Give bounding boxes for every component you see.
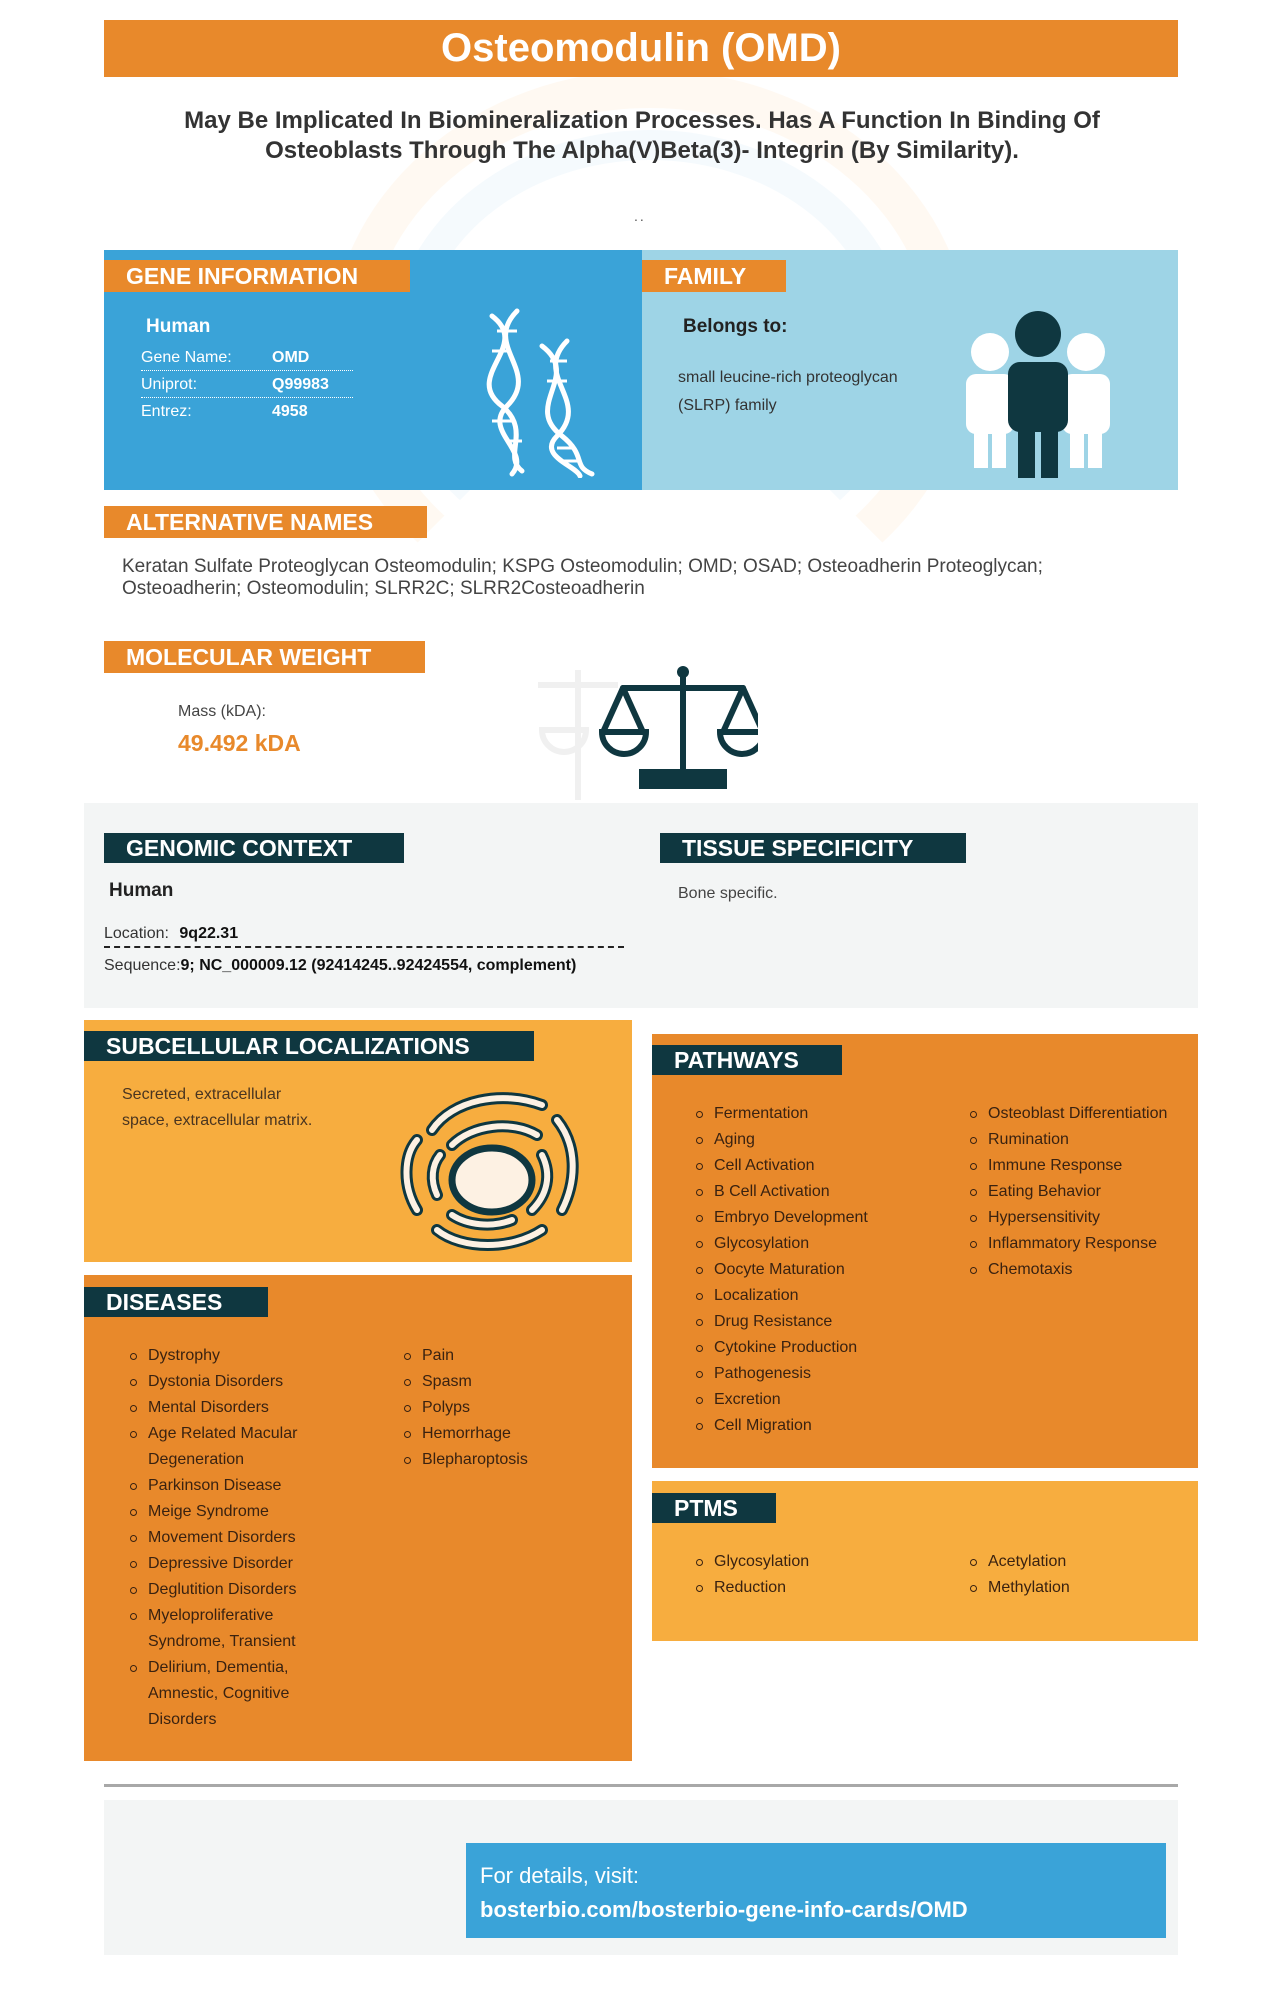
list-item: Depressive Disorder [128, 1551, 328, 1577]
ptms-list-right [968, 1549, 1168, 1601]
list-item: Mental Disorders [128, 1395, 328, 1421]
sequence-value: 9; NC_000009.12 (92414245..92424554, complement) [180, 957, 577, 974]
list-item: Dystonia Disorders [128, 1369, 328, 1395]
genomic-context-heading: GENOMIC CONTEXT [104, 833, 404, 863]
list-item: Glycosylation [694, 1549, 894, 1575]
footer-divider [104, 1784, 1178, 1787]
list-item: Cell Activation [694, 1153, 954, 1179]
subcellular-heading: SUBCELLULAR LOCALIZATIONS [84, 1031, 534, 1061]
pathways-list-left [694, 1101, 954, 1439]
list-item: Myeloproliferative Syndrome, Transient [128, 1603, 328, 1655]
uniprot-value: Q99983 [272, 376, 329, 393]
pathways-list-right [968, 1101, 1198, 1283]
list-item: Deglutition Disorders [128, 1577, 328, 1603]
list-item: Methylation [968, 1575, 1168, 1601]
dna-icon [462, 306, 612, 478]
list-item: Localization [694, 1283, 954, 1309]
uniprot-label: Uniprot: [141, 376, 198, 393]
page-subtitle: May Be Implicated In Biomineralization Processes. Has A Function In Binding Of Osteoblasts Through The Alpha(V)Beta(3)- Integrin (By Similarity). [184, 107, 1100, 164]
gene-name-value: OMD [272, 349, 310, 366]
list-item: Cell Migration [694, 1413, 954, 1439]
entrez-row [141, 398, 353, 425]
family-text: small leucine-rich proteoglycan (SLRP) family [678, 369, 898, 414]
list-item: Meige Syndrome [128, 1499, 328, 1525]
list-item: Aging [694, 1127, 954, 1153]
entrez-value: 4958 [272, 403, 308, 420]
molecular-weight-heading: MOLECULAR WEIGHT [104, 641, 425, 673]
list-item: Dystrophy [128, 1343, 328, 1369]
list-item: Pathogenesis [694, 1361, 954, 1387]
alternative-names-heading: ALTERNATIVE NAMES [104, 506, 427, 538]
list-item: Parkinson Disease [128, 1473, 328, 1499]
genomic-location [104, 920, 624, 948]
list-item: Spasm [402, 1369, 602, 1395]
diseases-heading: DISEASES [84, 1287, 268, 1317]
list-item: Eating Behavior [968, 1179, 1198, 1205]
list-item: Pain [402, 1343, 602, 1369]
list-item: Embryo Development [694, 1205, 954, 1231]
gene-name-row [141, 344, 353, 371]
list-item: Movement Disorders [128, 1525, 328, 1551]
diseases-list-left [128, 1343, 328, 1733]
entrez-label: Entrez: [141, 403, 192, 420]
list-item: Reduction [694, 1575, 894, 1601]
list-item: Hemorrhage [402, 1421, 602, 1447]
location-label: Location: [104, 925, 169, 942]
list-item: Polyps [402, 1395, 602, 1421]
list-item: Immune Response [968, 1153, 1198, 1179]
list-item: Inflammatory Response [968, 1231, 1198, 1257]
tissue-specificity-heading: TISSUE SPECIFICITY [660, 833, 966, 863]
balance-scale-icon [538, 660, 758, 810]
list-item: Drug Resistance [694, 1309, 954, 1335]
list-item: Chemotaxis [968, 1257, 1198, 1283]
gene-species: Human [146, 316, 211, 337]
ptms-list-left [694, 1549, 894, 1601]
cell-icon [392, 1060, 592, 1260]
list-item: Glycosylation [694, 1231, 954, 1257]
list-item: Excretion [694, 1387, 954, 1413]
tissue-specificity-text: Bone specific. [678, 885, 778, 902]
list-item: Age Related Macular Degeneration [128, 1421, 328, 1473]
gene-name-label: Gene Name: [141, 349, 232, 366]
list-item: Blepharoptosis [402, 1447, 602, 1473]
list-item: Acetylation [968, 1549, 1168, 1575]
list-item: Cytokine Production [694, 1335, 954, 1361]
ptms-heading: PTMS [652, 1493, 776, 1523]
details-link[interactable]: bosterbio.com/bosterbio-gene-info-cards/OMD [480, 1897, 968, 1922]
subcellular-text: Secreted, extracellular space, extracellular matrix. [122, 1086, 313, 1129]
genomic-species: Human [109, 880, 174, 901]
uniprot-row [141, 371, 353, 398]
mass-value: 49.492 kDA [178, 730, 301, 756]
list-item: Hypersensitivity [968, 1205, 1198, 1231]
family-heading: FAMILY [642, 260, 786, 292]
pathways-heading: PATHWAYS [652, 1045, 842, 1075]
genomic-sequence [104, 953, 644, 979]
diseases-list-right [402, 1343, 602, 1473]
family-belongs-label: Belongs to: [683, 316, 788, 337]
list-item: Oocyte Maturation [694, 1257, 954, 1283]
mass-label: Mass (kDA): [178, 703, 266, 720]
details-label: For details, visit: [480, 1863, 639, 1888]
page-title: Osteomodulin (OMD) [104, 20, 1178, 77]
details-link-box[interactable] [466, 1843, 1166, 1938]
list-item: B Cell Activation [694, 1179, 954, 1205]
list-item: Osteoblast Differentiation [968, 1101, 1198, 1127]
alternative-names-text: Keratan Sulfate Proteoglycan Osteomodulin; KSPG Osteomodulin; OMD; OSAD; Osteoadherin Proteoglycan; Osteoadherin; Osteomodulin; SLRR2C; SLRR2Costeoadherin [122, 556, 1043, 599]
people-group-icon [960, 310, 1116, 480]
dots-separator: .. [634, 208, 646, 224]
list-item: Fermentation [694, 1101, 954, 1127]
list-item: Rumination [968, 1127, 1198, 1153]
sequence-label: Sequence: [104, 957, 181, 974]
location-value: 9q22.31 [179, 925, 239, 942]
gene-info-heading: GENE INFORMATION [104, 260, 410, 292]
list-item: Delirium, Dementia, Amnestic, Cognitive Disorders [128, 1655, 328, 1733]
